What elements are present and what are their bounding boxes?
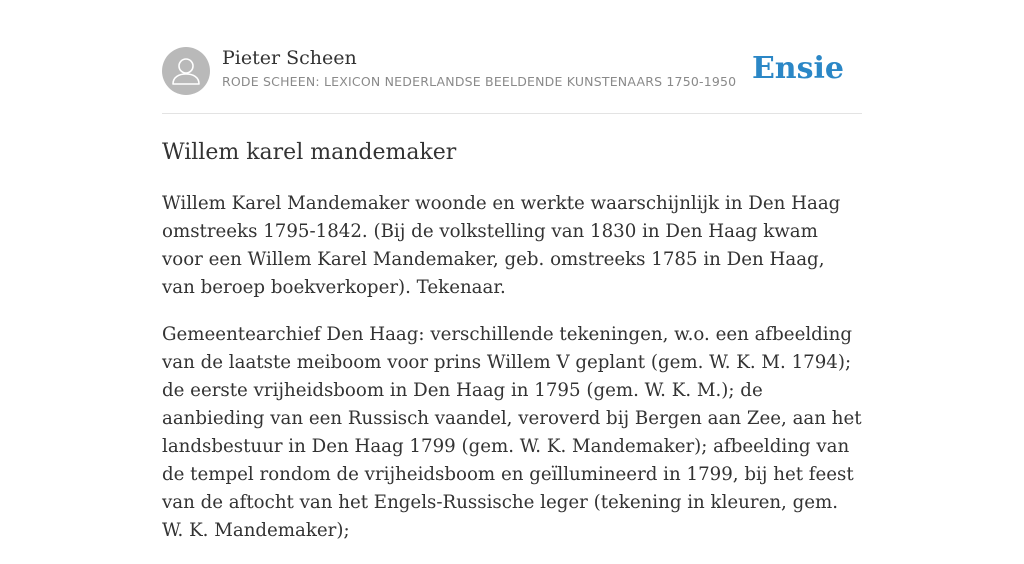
article-header — [162, 46, 862, 96]
header-divider — [162, 113, 862, 114]
source-lexicon[interactable]: RODE SCHEEN: LEXICON NEDERLANDSE BEELDENDE KUNSTENAARS 1750-1950 — [222, 74, 737, 89]
article-paragraph: Willem Karel Mandemaker woonde en werkte waarschijnlijk in Den Haag omstreeks 1795-1842. (Bij de volkstelling van 1830 in Den Haag kwam voor een Willem Karel Mandemaker, geb. omstreeks 1785 in Den Haag, van beroep boekverkoper). Tekenaar. — [162, 193, 841, 298]
author-name[interactable]: Pieter Scheen — [222, 47, 357, 69]
article-title: Willem karel mandemaker — [162, 140, 457, 165]
article-paragraph: Gemeentearchief Den Haag: verschillende tekeningen, w.o. een afbeelding van de laatste meiboom voor prins Willem V geplant (gem. W. K. M. 1794); de eerste vrijheidsboom in Den Haag in 1795 (gem. W. K. M.); de aanbieding van een Russisch vaandel, veroverd bij Bergen aan Zee, aan het landsbestuur in Den Haag 1799 (gem. W. K. Mandemaker); afbeelding van de tempel rondom de vrijheidsboom en geïllumineerd in 1799, bij het feest van de aftocht van het Engels-Russische leger (tekening in kleuren, gem. W. K. Mandemaker); — [162, 324, 862, 541]
user-avatar-icon — [162, 47, 210, 95]
article-body — [162, 190, 862, 564]
ensie-logo[interactable]: Ensie — [751, 51, 844, 86]
avatar[interactable] — [162, 47, 210, 95]
